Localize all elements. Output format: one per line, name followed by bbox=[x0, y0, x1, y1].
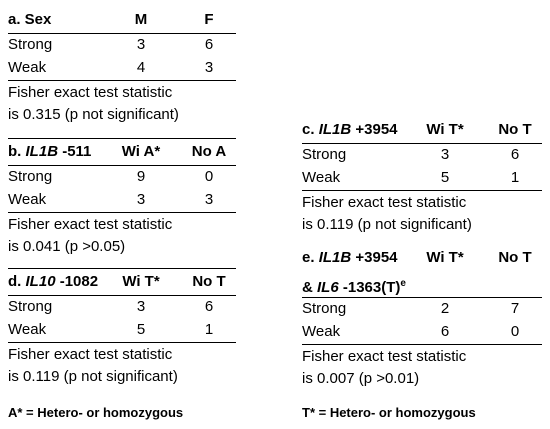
panel-d-body-rule bbox=[8, 342, 236, 343]
cell-value: 5 bbox=[136, 321, 146, 338]
panel-a-col1: M bbox=[134, 11, 148, 28]
footnote-t-star: T* = Hetero- or homozygous bbox=[302, 405, 476, 420]
panel-a-title: a. Sex bbox=[8, 11, 52, 28]
cell-value: 3 bbox=[136, 191, 146, 208]
row-label: Weak bbox=[8, 321, 47, 338]
panel-c-body-rule bbox=[302, 190, 542, 191]
cell-value: 3 bbox=[204, 59, 214, 76]
note-line: is 0.007 (p >0.01) bbox=[302, 370, 420, 387]
cell-value: 3 bbox=[440, 146, 450, 163]
panel-d-top-rule bbox=[8, 268, 236, 269]
cell-value: 9 bbox=[136, 168, 146, 185]
cell-value: 3 bbox=[136, 36, 146, 53]
row-label: Weak bbox=[8, 59, 47, 76]
note-line: Fisher exact test statistic bbox=[302, 348, 467, 365]
cell-value: 6 bbox=[440, 323, 450, 340]
cell-value: 7 bbox=[510, 300, 520, 317]
panel-e-col1: Wi T* bbox=[426, 249, 464, 266]
cell-value: 0 bbox=[204, 168, 214, 185]
panel-a-col2: F bbox=[204, 11, 214, 28]
row-label: Weak bbox=[302, 323, 341, 340]
panel-c-col1: Wi T* bbox=[426, 121, 464, 138]
panel-e-col2: No T bbox=[498, 249, 532, 266]
panel-b-col1: Wi A* bbox=[121, 143, 161, 160]
note-line: is 0.119 (p not significant) bbox=[8, 368, 178, 385]
panel-b-title: b. IL1B -511 bbox=[8, 143, 92, 160]
note-line: Fisher exact test statistic bbox=[302, 194, 467, 211]
cell-value: 1 bbox=[510, 169, 520, 186]
panel-b-col2: No A bbox=[191, 143, 227, 160]
footnote-a-star: A* = Hetero- or homozygous bbox=[8, 405, 184, 420]
note-line: Fisher exact test statistic bbox=[8, 84, 173, 101]
note-line: is 0.315 (p not significant) bbox=[8, 106, 179, 123]
panel-c-col2: No T bbox=[498, 121, 532, 138]
cell-value: 5 bbox=[440, 169, 450, 186]
panel-c-title: c. IL1B +3954 bbox=[302, 121, 398, 138]
panel-e-title-line1: e. IL1B +3954 bbox=[302, 249, 398, 266]
cell-value: 4 bbox=[136, 59, 146, 76]
cell-value: 2 bbox=[440, 300, 450, 317]
panel-b-note bbox=[8, 214, 172, 258]
note-line: Fisher exact test statistic bbox=[8, 346, 173, 363]
cell-value: 3 bbox=[136, 298, 146, 315]
row-label: Strong bbox=[8, 168, 53, 185]
cell-value: 6 bbox=[204, 298, 214, 315]
cell-value: 6 bbox=[204, 36, 214, 53]
row-label: Strong bbox=[302, 146, 347, 163]
panel-e-note bbox=[302, 346, 466, 390]
panel-a-note bbox=[8, 82, 179, 126]
note-line: is 0.041 (p >0.05) bbox=[8, 238, 126, 255]
panel-d-title: d. IL10 -1082 bbox=[8, 273, 99, 290]
note-line: Fisher exact test statistic bbox=[8, 216, 173, 233]
row-label: Strong bbox=[8, 36, 53, 53]
panel-b-body-rule bbox=[8, 212, 236, 213]
panel-d-col2: No T bbox=[192, 273, 226, 290]
note-line: is 0.119 (p not significant) bbox=[302, 216, 472, 233]
cell-value: 3 bbox=[204, 191, 214, 208]
row-label: Strong bbox=[302, 300, 347, 317]
panel-d-note bbox=[8, 344, 178, 388]
cell-value: 1 bbox=[204, 321, 214, 338]
panel-a-body-rule bbox=[8, 80, 236, 81]
row-label: Weak bbox=[302, 169, 341, 186]
panel-d-col1: Wi T* bbox=[122, 273, 160, 290]
panel-e-body-rule bbox=[302, 344, 542, 345]
row-label: Strong bbox=[8, 298, 53, 315]
cell-value: 6 bbox=[510, 146, 520, 163]
panel-c-note bbox=[302, 192, 472, 236]
panel-b-top-rule bbox=[8, 138, 236, 139]
row-label: Weak bbox=[8, 191, 47, 208]
cell-value: 0 bbox=[510, 323, 520, 340]
panel-e-title-line2: & IL6 $-1363(T)^e$ bbox=[302, 278, 406, 296]
